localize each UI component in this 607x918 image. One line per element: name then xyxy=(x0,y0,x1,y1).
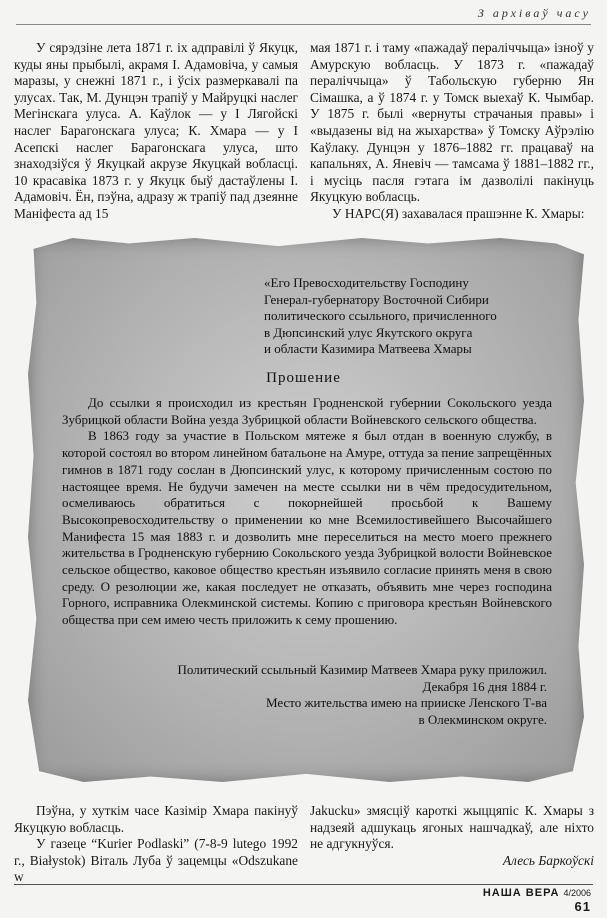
address-line: и области Казимира Матвеева Хмары xyxy=(264,341,472,357)
petition-paragraph: В 1863 году за участие в Польском мятеже я был отдан в военную службу, в которой состоял во втором линейном батальоне на Амуре, оттуда за пение запрещённых гимнов в 1871 году сослан в Дюпсинский улус, к которому причисленным состою по настоящее время. Не будучи замечен на месте ссылки ни в чём предосудительном, осмеливаюсь обратиться с покорнейшей просьбой к Вашему Высокопревосходительству о применении ко мне Всемилостивейшего Высочайшего Манифеста 15 мая 1883 г. и дозволить мне переселиться на место моего прежнего жительства в Гродненскую губернию Сокольского уезда Зубрицкой волости Войневское сельское общество, каковое общество крестьян изъявило согласие принять меня в свою среду. О резолюции же, какая последует не отказать, объявить мне через господина Горного, исправника Олекминской системы. Копию с приговора крестьян Войневского общества при сем имею честь приложить к сему прошению. xyxy=(62,428,552,628)
article-paragraph: Пэўна, у хуткім часе Казімір Хмара пакінуў Якуцкую вобласць. xyxy=(14,803,298,835)
article-paragraph: У сярэдзіне лета 1871 г. іх адправілі ў Якуцк, куды яны прыбылі, акрамя І. Адамовіча, у самыя маразы, у снежні 1871 г., і ўсіх размеркавалі па улусах. Так, М. Дунцэн трапіў у Майруцкі наслег Мегінскага улуса. А. Каўлок — у І Лягойскі наслег Барагонскага улуса; К. Хмара — у І Асепскі наслег Барагонскага улуса, што знаходзіўся ў Якуцкай акрузе Якуцкай вобласці. 10 красавіка 1873 г. у Якуцк быў дастаўлены І. Адамовіч. Ён, пэўна, адразу ж трапіў пад дзеянне Маніфеста ад 15 xyxy=(14,40,298,221)
article-paragraph: У НАРС(Я) захавалася прашэнне К. Хмары: xyxy=(332,205,585,221)
author-signature: Алесь Баркоўскі xyxy=(502,852,594,868)
residence-line: Место жительства имею на прииске Ленского Т-ва xyxy=(266,695,547,711)
article-column-left-top xyxy=(14,40,298,223)
address-line: политического ссыльного, причисленного xyxy=(264,308,497,324)
article-paragraph: У газеце “Kurier Podlaski” (7-8-9 lutego 1992 г., Białystok) Віталь Луба ў зацемцы «Odszukane w xyxy=(14,836,298,885)
petition-signoff xyxy=(87,662,547,729)
page-footer xyxy=(483,887,591,914)
residence-line: в Олекминском округе. xyxy=(418,712,547,728)
article-column-left-bottom xyxy=(14,803,298,886)
signature-line: Политический ссыльный Казимир Матвеев Хмара руку приложил. xyxy=(177,662,547,677)
article-column-right-bottom xyxy=(310,803,594,869)
article-column-right-top xyxy=(310,40,594,223)
petition-body xyxy=(62,395,552,629)
address-line: «Его Превосходительству Господину xyxy=(264,275,469,290)
petition-title: Прошение xyxy=(266,370,341,386)
address-line: Генерал-губернатору Восточной Сибири xyxy=(264,291,489,307)
journal-name: НАША ВЕРА xyxy=(482,887,560,899)
petition-address xyxy=(264,275,574,358)
article-paragraph: мая 1871 г. і таму «пажадаў пераліччыца» ізноў у Амурскую вобласць. У 1873 г. «пажадаў пераліччыца» ў Табольскую губерню Ян Сімашка, а ў 1874 г. у Томск выехаў К. Чымбар. У 1875 г. былі «вернуты страчаныя правы» і «выдазены від на жыхарства» ў Томску Аўрэлію Каўлаку. Дунцэн у 1876–1882 гг. працаваў на капальнях, А. Яневіч — тамсама ў 1881–1882 гг., і мусіць пасля гэтага ім дазволілі пакінуць Якуцкую вобласць. xyxy=(310,40,594,205)
page-number: 61 xyxy=(574,899,591,914)
article-paragraph: Jakucku» змясціў кароткі жыццяпіс К. Хмары з надзеяй адшукаць ягоных нашчадкаў, але ніхто не адгукнуўся. xyxy=(310,803,594,852)
section-header: З архіваў часу xyxy=(16,6,591,25)
address-line: в Дюпсинский улус Якутского округа xyxy=(264,324,473,340)
issue-number: 4/2006 xyxy=(563,888,591,898)
date-line: Декабря 16 дня 1884 г. xyxy=(422,678,547,694)
petition-paragraph: До ссылки я происходил из крестьян Гродненской губернии Сокольского уезда Зубрицкой области Война уезда Зубрицкой области Войневского сельского общества. xyxy=(62,395,552,427)
footer-divider xyxy=(14,884,593,885)
